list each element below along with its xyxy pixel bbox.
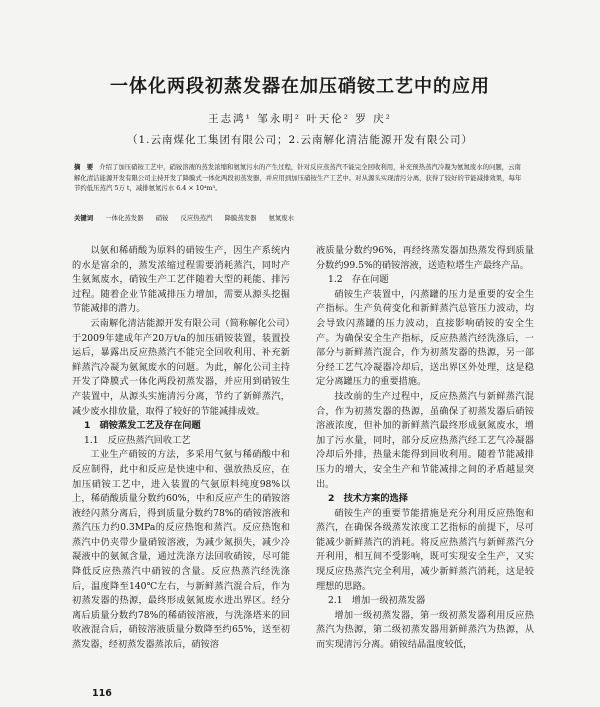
body-paragraph: 以氨和稀硝酸为原料的硝铵生产，因生产系统内的水是富余的，蒸发浓缩过程需要消耗蒸汽，同时产生氨氮废水，硝铵生产工艺伴随着大型的耗能、排污过程。随着企业节能减排压力增加，需要从源头挖掘节能减排的潜力。 xyxy=(72,245,290,315)
body-paragraph: 增加一级初蒸发器，第一级初蒸发器利用反应热蒸汽为热源，第二级初蒸发器用新鲜蒸汽为热源，从而实现清污分离。硝铵结晶温度较低， xyxy=(316,609,534,651)
right-column xyxy=(316,244,534,653)
abstract-label: 摘 要 xyxy=(74,163,94,171)
page-number: 116 xyxy=(92,688,112,699)
keyword: 降膜蒸发器 xyxy=(224,214,257,222)
subsection-heading: 2.1 增加一级初蒸发器 xyxy=(328,595,426,607)
subsection-heading: 1.2 存在问题 xyxy=(328,274,389,286)
keyword: 硝铵 xyxy=(155,214,169,222)
body-paragraph: 技改前的生产过程中，反应热蒸汽与新鲜蒸汽混合，作为初蒸发器的热源，虽确保了初蒸发器后硝铵溶液浓度，但补加的新鲜蒸汽最终形成氨氮废水，增加了污水量，同时，部分反应热蒸汽经工艺气冷凝器冷却后外排，热量未能得到回收利用。随着节能减排压力的增大，安全生产和节能减排之间的矛盾越显突出。 xyxy=(316,390,534,490)
body-paragraph: 液质量分数约96%，再经终蒸发器加热蒸发得到质量分数约99.5%的硝铵溶液，送造粒塔生产最终产品。 xyxy=(316,245,534,271)
abstract xyxy=(74,162,526,194)
keyword: 氨氮废水 xyxy=(268,214,294,222)
section-heading: 2 技术方案的选择 xyxy=(328,493,408,505)
subsection-heading: 1.1 反应热蒸汽回收工艺 xyxy=(84,434,191,446)
keyword: 一体化蒸发器 xyxy=(105,214,144,222)
paper-affiliation: （1.云南煤化工集团有限公司；2.云南解化清洁能源开发有限公司） xyxy=(126,134,474,146)
body-paragraph: 硝铵生产装置中，闪蒸罐的压力是重要的安全生产指标。生产负荷变化和新鲜蒸汽总管压力波动，均会导致闪蒸罐的压力波动，直接影响硝铵的安全生产。为确保安全生产指标，反应热蒸汽经洗涤后，一部分与新鲜蒸汽混合，作为初蒸发器的热源，另一部分经工艺气冷凝器冷却后，送出界区外处理，这是稳定分离罐压力的重要措施。 xyxy=(316,288,534,388)
abstract-text: 介绍了加压硝铵工艺中，硝铵溶液的蒸发浓缩和氨氮污水的产生过程，针对反应蒸蒸汽不能完全回收利用，补充预热蒸汽冷凝为氨氮废水的问题，云南解化清洁能源开发有限公司主持开发了降膜式一体化两段初蒸发器，并应用到加压硝铵生产工艺中。对从源头实现清污分离，获得了较好的节能减排效果，每年节约低压蒸汽 5万 t，减排氨氮污水 6.4 × 10⁴m³。 xyxy=(74,163,522,192)
body-paragraph: 云南解化清洁能源开发有限公司（简称解化公司）于2009年建成年产20万t/a的加压硝铵装置，装置投运后，暴露出反应热蒸汽不能完全回收利用、补充新鲜蒸汽冷凝为氨氮废水的问题。为此，解化公司主持开发了降膜式一体化两段初蒸发器，并应用到硝铵生产装置中，从源头实施清污分离，节约了新鲜蒸汽，减少废水排放量，取得了较好的节能减排成效。 xyxy=(72,317,290,417)
body-paragraph: 工业生产硝铵的方法，多采用气氨与稀硝酸中和反应制得，此中和反应是快速中和、强放热反应，在加压硝铵工艺中，进入装置的气氨原料纯度98%以上，稀硝酸质量分数约60%，中和反应产生的硝铵溶液经闪蒸分离后，得到质量分数约78%的硝铵溶液和蒸汽压力约0.3MPa的反应热饱和蒸汽。反应热饱和蒸汽中仍夹带少量硝铵溶液，为减少氮损失，减少冷凝液中的氨氮含量，通过洗涤方法回收硝铵，尽可能降低反应热蒸汽中硝铵的含量。反应热蒸汽经洗涤后，温度降至140℃左右，与新鲜蒸汽混合后，作为初蒸发器的热源，最终形成氨氮废水进出界区。经分离后质量分数约78%的稀硝铵溶液，与洗涤塔来的回收液混合后，硝铵溶液质量分数降至约65%，送至初蒸发器，经初蒸发器蒸浓后，硝铵溶 xyxy=(72,449,290,651)
keyword: 反应热蒸汽 xyxy=(180,214,213,222)
left-column xyxy=(72,244,290,653)
body-paragraph: 硝铵生产的重要节能措施是充分利用反应热饱和蒸汽，在确保各级蒸发浓度工艺指标的前提下，尽可能减少新鲜蒸汽的消耗。将反应热蒸汽与新鲜蒸汽分开利用，相互间不受影响，既可实现安全生产，又实现反应热蒸汽完全利用，减少新鲜蒸汽消耗，这是较理想的思路。 xyxy=(316,507,534,592)
paper-title: 一体化两段初蒸发器在加压硝铵工艺中的应用 xyxy=(110,76,490,97)
keywords-label: 关键词 xyxy=(74,214,94,222)
section-heading: 1 硝铵蒸发工艺及存在问题 xyxy=(84,420,201,432)
paper-authors: 王志鸿¹ 邹永明² 叶天伦² 罗 庆² xyxy=(208,113,392,125)
keywords xyxy=(74,213,526,223)
